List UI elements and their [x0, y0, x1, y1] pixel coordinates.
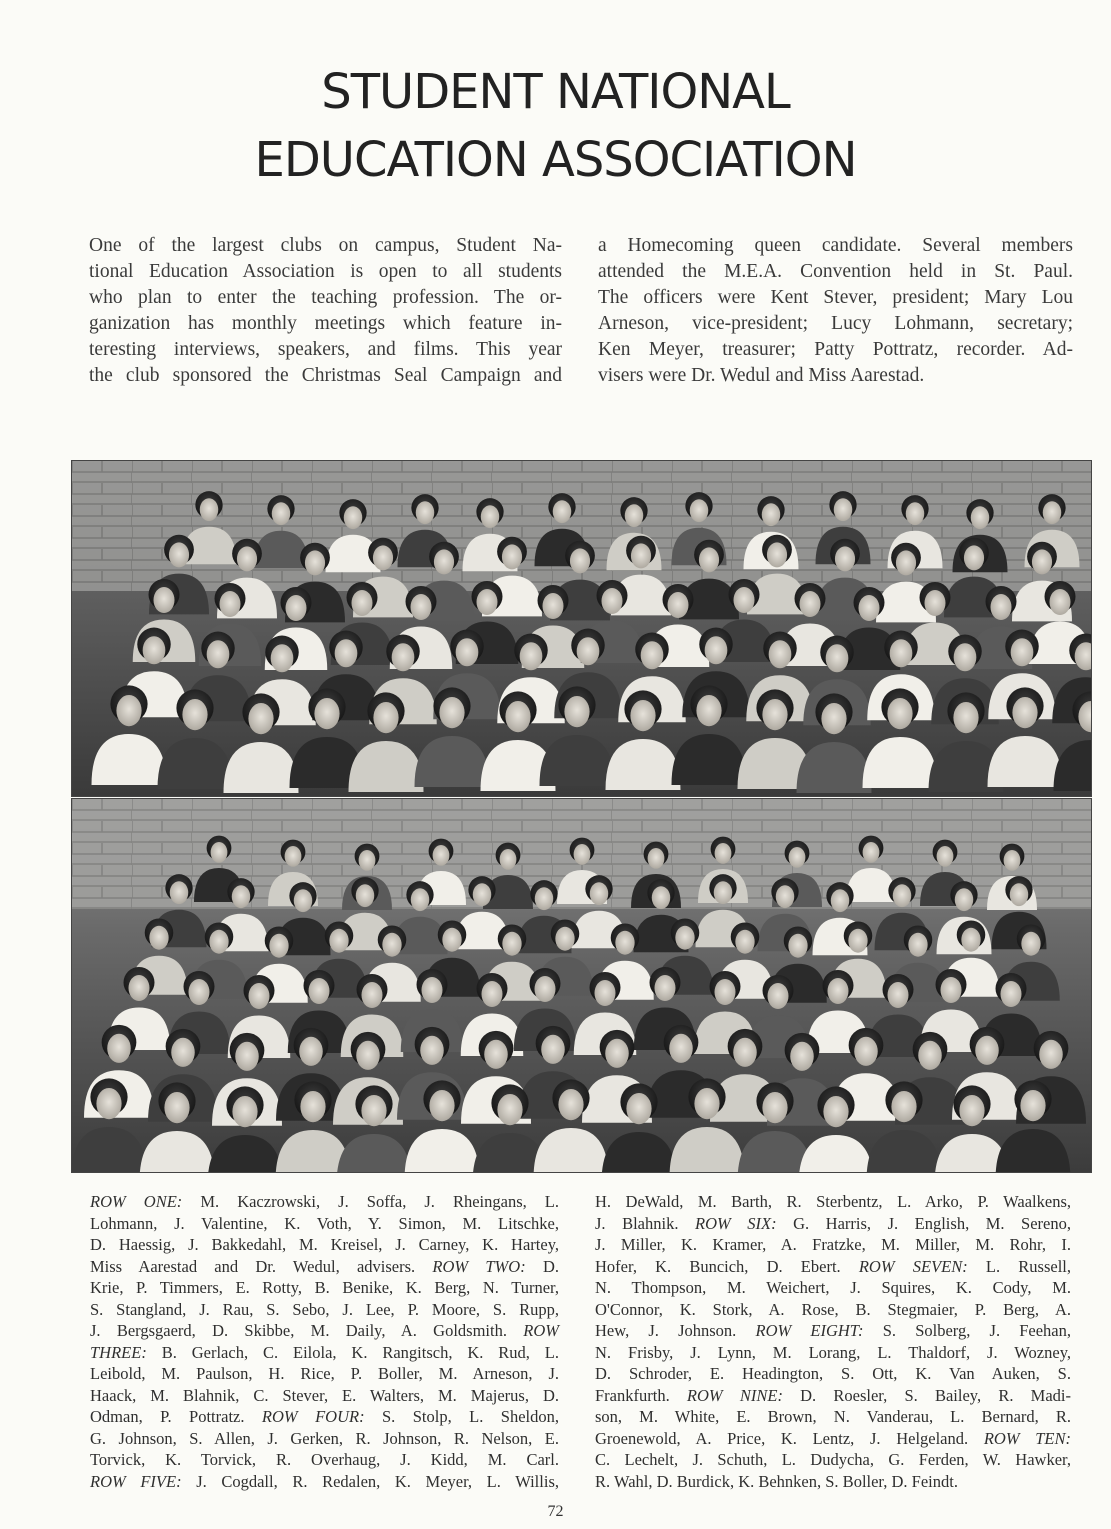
caption-line	[90, 1428, 559, 1450]
member-names: S. Stolp, L. Sheldon,	[364, 1407, 559, 1426]
row-label: ROW ONE:	[90, 1192, 183, 1211]
caption-line	[595, 1191, 1071, 1213]
member-names: S. Stangland, J. Rau, S. Sebo, J. Lee, P. Moore, S. Rupp,	[90, 1299, 559, 1319]
caption-line	[90, 1234, 559, 1256]
caption-line	[595, 1320, 1071, 1342]
row-label: ROW	[523, 1321, 559, 1340]
caption-line	[595, 1342, 1071, 1364]
member-names: C. Lechelt, J. Schuth, L. Dudycha, G. Ferden, W. Hawker,	[595, 1450, 1071, 1469]
row-label: ROW SEVEN:	[858, 1256, 968, 1276]
member-names: Frankfurth.	[595, 1385, 687, 1405]
page-number: 72	[547, 1503, 564, 1520]
row-label: ROW EIGHT:	[755, 1321, 864, 1340]
intro-line: The officers were Kent Stever, president; Mary Lou	[598, 287, 1073, 308]
member-names: J. Cogdall, R. Redalen, K. Meyer, L. Willis,	[181, 1471, 559, 1491]
group-photo-top-image	[72, 461, 1091, 796]
caption-line	[595, 1428, 1071, 1450]
page-title-line-1: STUDENT NATIONAL	[321, 64, 790, 120]
member-names: Torvick, K. Torvick, R. Overhaug, J. Kidd, M. Carl.	[90, 1450, 559, 1469]
row-label: ROW FIVE:	[90, 1471, 182, 1491]
member-names: G. Johnson, S. Allen, J. Gerken, R. Johnson, R. Nelson, E.	[90, 1428, 559, 1448]
caption-line	[595, 1277, 1071, 1299]
group-photo-top	[71, 460, 1092, 797]
caption-line	[90, 1471, 559, 1493]
member-names: Miss Aarestad and Dr. Wedul, advisers.	[90, 1256, 433, 1276]
intro-line: teresting interviews, speakers, and films. This year	[89, 339, 562, 360]
member-names: J. Miller, K. Kramer, A. Fratzke, M. Miller, M. Rohr, I.	[595, 1235, 1071, 1254]
caption-line	[90, 1191, 559, 1213]
caption-line	[90, 1449, 559, 1471]
caption-line	[90, 1385, 559, 1407]
caption-line	[595, 1385, 1071, 1407]
row-label: ROW SIX:	[694, 1213, 777, 1233]
caption-line	[90, 1406, 559, 1428]
member-names: B. Gerlach, C. Eilola, K. Rangitsch, K. Rud, L.	[146, 1342, 559, 1362]
caption-line	[90, 1299, 559, 1321]
intro-line: the club sponsored the Christmas Seal Campaign and	[89, 365, 562, 386]
row-label: ROW TEN:	[983, 1428, 1072, 1448]
caption-line	[90, 1277, 559, 1299]
member-names: M. Kaczrowski, J. Soffa, J. Rheingans, L.	[182, 1192, 560, 1211]
caption-line	[90, 1213, 559, 1235]
caption-line	[90, 1256, 559, 1278]
member-names: N. Frisby, J. Lynn, M. Lorang, L. Thaldorf, J. Wozney,	[595, 1342, 1071, 1362]
member-names: Haack, M. Blahnik, C. Stever, E. Walters, M. Majerus, D.	[90, 1385, 559, 1405]
member-names: R. Wahl, D. Burdick, K. Behnken, S. Boller, D. Feindt.	[595, 1471, 958, 1491]
intro-paragraph-left	[89, 233, 562, 389]
member-names: Groenewold, A. Price, K. Lentz, J. Helgeland.	[595, 1428, 984, 1448]
row-label: ROW NINE:	[686, 1385, 783, 1405]
caption-line	[595, 1363, 1071, 1385]
intro-line: attended the M.E.A. Convention held in St. Paul.	[598, 261, 1073, 282]
intro-line: Arneson, vice-president; Lucy Lohmann, secretary;	[598, 313, 1073, 334]
caption-line	[595, 1299, 1071, 1321]
caption-line	[90, 1342, 559, 1364]
member-names: G. Harris, J. English, M. Sereno,	[776, 1213, 1071, 1233]
caption-right-column	[595, 1191, 1071, 1492]
member-names: Leibold, M. Paulson, H. Rice, P. Boller, M. Arneson, J.	[90, 1364, 559, 1383]
page-title-line-2: EDUCATION ASSOCIATION	[254, 132, 857, 188]
member-names: O'Connor, K. Stork, A. Rose, B. Stegmaier, P. Berg, A.	[595, 1299, 1071, 1319]
intro-line: visers were Dr. Wedul and Miss Aarestad.	[598, 365, 925, 386]
member-names: L. Russell,	[967, 1256, 1072, 1276]
group-photo-bottom	[71, 798, 1092, 1173]
member-names: J. Blahnik.	[595, 1213, 695, 1233]
member-names: Hofer, K. Buncich, D. Ebert.	[595, 1256, 859, 1276]
member-names: N. Thompson, M. Weichert, J. Squires, K. Cody, M.	[595, 1278, 1071, 1297]
member-names: D. Roesler, S. Bailey, R. Madi-	[782, 1385, 1071, 1405]
row-label: ROW FOUR:	[261, 1407, 365, 1426]
member-names: Lohmann, J. Valentine, K. Voth, Y. Simon, M. Litschke,	[90, 1213, 559, 1233]
intro-line: who plan to enter the teaching profession. The or-	[89, 287, 562, 308]
caption-line	[90, 1363, 559, 1385]
intro-line: Ken Meyer, treasurer; Patty Pottratz, recorder. Ad-	[598, 339, 1073, 360]
caption-line	[90, 1320, 559, 1342]
member-names: D. Schroder, E. Headington, S. Ott, K. Van Auken, S.	[595, 1364, 1071, 1383]
member-names: Krie, P. Timmers, E. Rotty, B. Benike, K. Berg, N. Turner,	[90, 1278, 559, 1297]
group-photo-bottom-image	[72, 799, 1091, 1172]
caption-line	[595, 1449, 1071, 1471]
caption-left-column	[90, 1191, 559, 1492]
intro-line: tional Education Association is open to all students	[89, 261, 562, 282]
intro-paragraph-right	[598, 233, 1073, 389]
intro-line: a Homecoming queen candidate. Several members	[598, 235, 1073, 256]
member-names: H. DeWald, M. Barth, R. Sterbentz, L. Arko, P. Waalkens,	[595, 1192, 1071, 1211]
member-names: D. Haessig, J. Bakkedahl, M. Kreisel, J. Carney, K. Hartey,	[90, 1235, 559, 1254]
caption-line	[595, 1234, 1071, 1256]
intro-line: ganization has monthly meetings which feature in-	[89, 313, 562, 334]
member-names: Odman, P. Pottratz.	[90, 1407, 262, 1426]
member-names: son, M. White, E. Brown, N. Vanderau, L. Bernard, R.	[595, 1407, 1071, 1426]
caption-line	[595, 1256, 1071, 1278]
caption-line	[595, 1406, 1071, 1428]
row-label: THREE:	[90, 1342, 147, 1362]
member-names: S. Solberg, J. Feehan,	[863, 1321, 1072, 1340]
member-names: Hew, J. Johnson.	[595, 1321, 756, 1340]
caption-line	[595, 1471, 1071, 1493]
row-label: ROW TWO:	[432, 1256, 526, 1276]
member-names: J. Bergsgaerd, D. Skibbe, M. Daily, A. Goldsmith.	[90, 1321, 524, 1340]
intro-line: One of the largest clubs on campus, Student Na-	[89, 235, 562, 256]
caption-line	[595, 1213, 1071, 1235]
member-names: D.	[525, 1256, 559, 1276]
